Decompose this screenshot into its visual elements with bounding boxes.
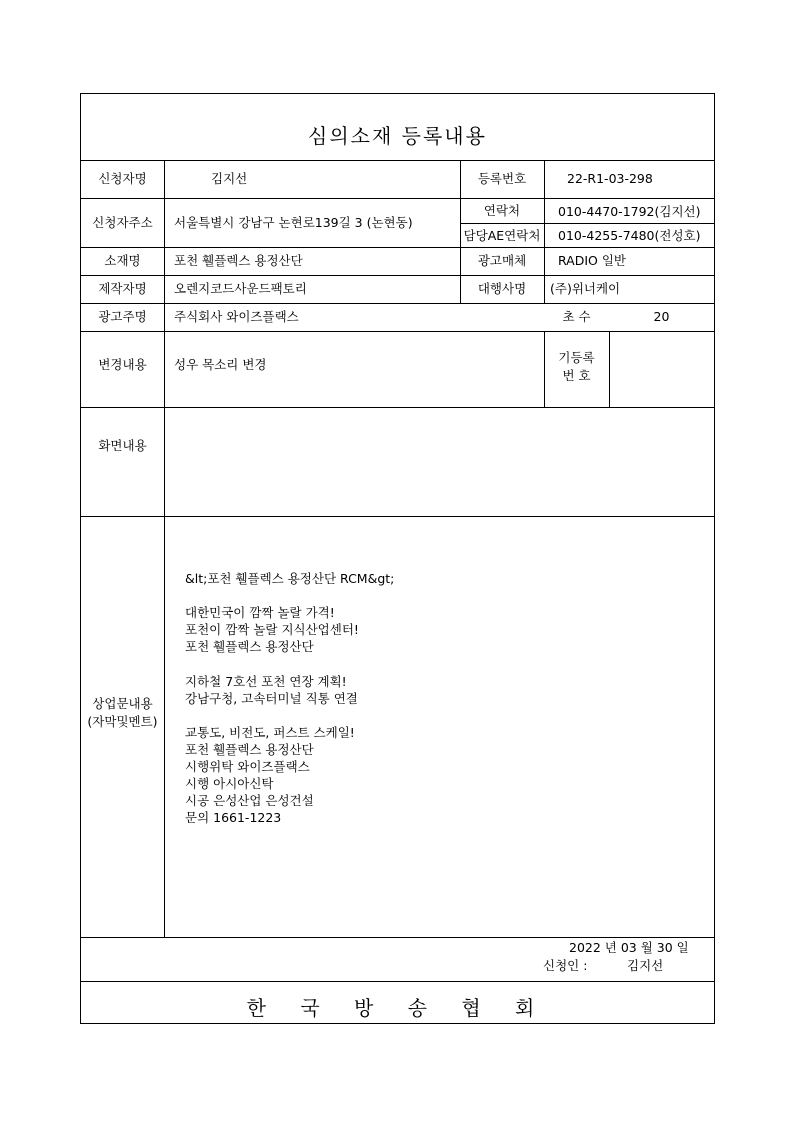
value-material: 포천 휄플렉스 용정산단	[174, 253, 303, 268]
value-change: 성우 목소리 변경	[174, 357, 267, 372]
value-contact: 010-4470-1792(김지선)	[558, 204, 701, 219]
value-agency: (주)위너케이	[550, 281, 621, 296]
organization-name: 한 국 방 송 협 회	[246, 996, 549, 1020]
application-date: 2022 년 03 월 30 일	[569, 940, 689, 955]
label-media: 광고매체	[477, 253, 527, 268]
signer-name: 김지선	[627, 958, 664, 973]
value-applicant: 김지선	[211, 171, 248, 186]
value-seconds: 20	[653, 309, 670, 324]
value-ae-contact: 010-4255-7480(전성호)	[558, 228, 701, 243]
label-agency: 대행사명	[477, 281, 527, 296]
value-address: 서울특별시 강남구 논현로139길 3 (논현동)	[174, 215, 413, 230]
label-producer: 제작자명	[98, 281, 147, 296]
label-contact: 연락처	[483, 203, 521, 218]
label-prev-reg-1: 기등록	[558, 350, 595, 365]
registration-form	[80, 93, 715, 1024]
value-producer: 오렌지코드사운드팩토리	[174, 281, 307, 296]
value-reg-no: 22-R1-03-298	[567, 171, 653, 186]
document-title: 심의소재 등록내용	[308, 124, 487, 148]
label-ad-text-1: 상업문내용	[92, 696, 153, 711]
label-change: 변경내용	[98, 357, 147, 372]
label-prev-reg-2: 번 호	[562, 368, 591, 383]
label-address: 신청자주소	[92, 215, 153, 230]
label-screen: 화면내용	[98, 438, 147, 453]
value-media: RADIO 일반	[558, 253, 627, 268]
label-material: 소재명	[104, 253, 141, 268]
ad-copy-text: &lt;포천 휄플렉스 용정산단 RCM&gt; 대한민국이 깜짝 놀랄 가격! 포천이 깜짝 놀랄 지식산업센터! 포천 휄플렉스 용정산단 지하철 7호선 포천 연장 계획! 강남구청, 고속터미널 직통 연결 교통도, 비전도, 퍼스트 스케일! 포천 휄플렉스 용정산단 시행위탁 와이즈플랙스 시행 아시아신탁 시공 은성산업 은성건설 문의 1661-1223	[185, 571, 395, 826]
label-ae-contact: 담당AE연락처	[463, 228, 541, 243]
label-applicant: 신청자명	[98, 171, 147, 186]
label-seconds: 초 수	[562, 309, 591, 324]
label-advertiser: 광고주명	[98, 309, 147, 324]
label-ad-text-2: (자막및멘트)	[87, 714, 158, 729]
value-advertiser: 주식회사 와이즈플랙스	[174, 309, 299, 324]
label-reg-no: 등록번호	[477, 171, 527, 186]
signer-label: 신청인 :	[543, 958, 588, 973]
